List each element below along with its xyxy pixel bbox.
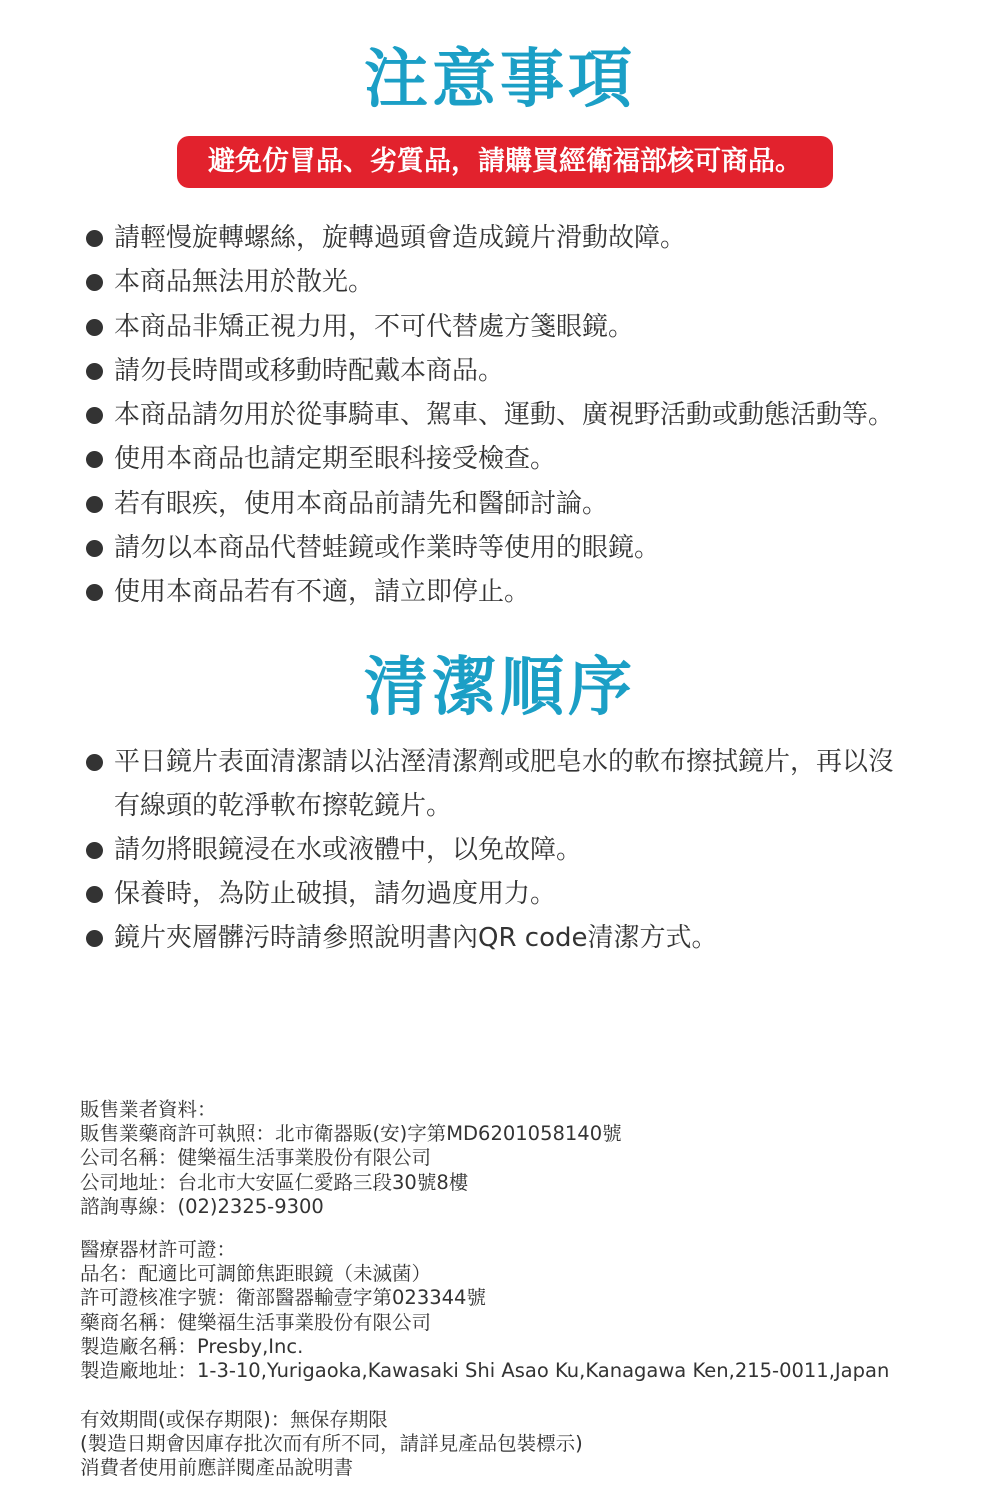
list-item: [86, 437, 894, 481]
validity-period: 有效期間(或保存期限)：無保存期限: [80, 1408, 388, 1431]
license-approval-number: 許可證核准字號：衛部醫器輸壹字第023344號: [80, 1286, 486, 1310]
counterfeit-warning-banner: 避免仿冒品、劣質品，請購買經衛福部核可商品。: [177, 136, 833, 188]
bullet-dot-icon: [86, 363, 103, 380]
bullet-dot-icon: [86, 886, 103, 903]
bullet-dot-icon: [86, 451, 103, 468]
list-item-text: 使用本商品若有不適，請立即停止。: [114, 577, 531, 608]
seller-info-heading: 販售業者資料：: [80, 1098, 217, 1121]
notice-title: 注意事項: [364, 43, 636, 117]
list-item-text: 請勿將眼鏡浸在水或液體中，以免故障。: [114, 835, 583, 865]
list-item: [86, 305, 894, 349]
validity-info: [80, 1408, 583, 1481]
license-manufacturer-name: 製造廠名稱：Presby,Inc.: [80, 1334, 304, 1358]
seller-company-name: 公司名稱：健樂福生活事業股份有限公司: [80, 1146, 432, 1170]
list-item: [86, 393, 894, 437]
list-item-text: 請輕慢旋轉螺絲，旋轉過頭會造成鏡片滑動故障。: [114, 223, 687, 253]
list-item: [86, 570, 894, 614]
cleaning-title: 清潔順序: [364, 651, 636, 725]
list-item-text: 平日鏡片表面清潔請以沾溼清潔劑或肥皂水的軟布擦拭鏡片，再以沒有線頭的乾淨軟布擦乾鏡片。: [114, 747, 895, 821]
bullet-dot-icon: [86, 407, 103, 424]
list-item: [86, 349, 894, 393]
list-item-text: 使用本商品也請定期至眼科接受檢查。: [114, 444, 557, 475]
list-item: [86, 916, 904, 960]
list-item: [86, 526, 894, 570]
list-item-text: 本商品請勿用於從事騎車、駕車、運動、廣視野活動或動態活動等。: [114, 400, 895, 431]
list-item-text: 本商品無法用於散光。: [114, 267, 375, 298]
license-manufacturer-address: 製造廠地址：1-3-10,Yurigaoka,Kawasaki Shi Asao Ku,Kanagawa Ken,215-0011,Japan: [80, 1359, 890, 1383]
bullet-dot-icon: [86, 754, 103, 771]
notice-list: [86, 216, 894, 615]
list-item: [86, 740, 904, 828]
bullet-dot-icon: [86, 496, 103, 513]
list-item-text: 請勿以本商品代替蛙鏡或作業時等使用的眼鏡。: [114, 533, 661, 564]
list-item-text: 鏡片夾層髒污時請參照說明書內QR code清潔方式。: [114, 923, 718, 953]
medical-license-info: [80, 1238, 889, 1383]
seller-license-number: 販售業藥商許可執照：北市衛器販(安)字第MD6201058140號: [80, 1122, 622, 1146]
list-item: [86, 260, 894, 304]
list-item-text: 若有眼疾，使用本商品前請先和醫師討論。: [114, 488, 609, 519]
bullet-dot-icon: [86, 842, 103, 859]
bullet-dot-icon: [86, 540, 103, 557]
list-item-text: 保養時，為防止破損，請勿過度用力。: [114, 879, 557, 909]
cleaning-list: [86, 740, 904, 960]
list-item: [86, 828, 904, 872]
license-vendor-name: 藥商名稱：健樂福生活事業股份有限公司: [80, 1310, 432, 1334]
seller-hotline: 諮詢專線：(02)2325-9300: [80, 1194, 324, 1218]
list-item-text: 請勿長時間或移動時配戴本商品。: [114, 355, 505, 386]
license-product-name: 品名：配適比可調節焦距眼鏡（未滅菌）: [80, 1262, 432, 1286]
list-item-text: 本商品非矯正視力用，不可代替處方箋眼鏡。: [114, 311, 635, 342]
list-item: [86, 216, 894, 260]
list-item: [86, 872, 904, 916]
list-item: [86, 482, 894, 526]
seller-company-address: 公司地址：台北市大安區仁愛路三段30號8樓: [80, 1170, 469, 1194]
bullet-dot-icon: [86, 584, 103, 601]
license-heading: 醫療器材許可證：: [80, 1238, 237, 1261]
bullet-dot-icon: [86, 274, 103, 291]
seller-info: [80, 1098, 622, 1219]
bullet-dot-icon: [86, 319, 103, 336]
bullet-dot-icon: [86, 230, 103, 247]
consumer-notice: 消費者使用前應詳閱產品說明書: [80, 1456, 354, 1480]
validity-note: (製造日期會因庫存批次而有所不同，請詳見產品包裝標示): [80, 1432, 583, 1456]
bullet-dot-icon: [86, 930, 103, 947]
